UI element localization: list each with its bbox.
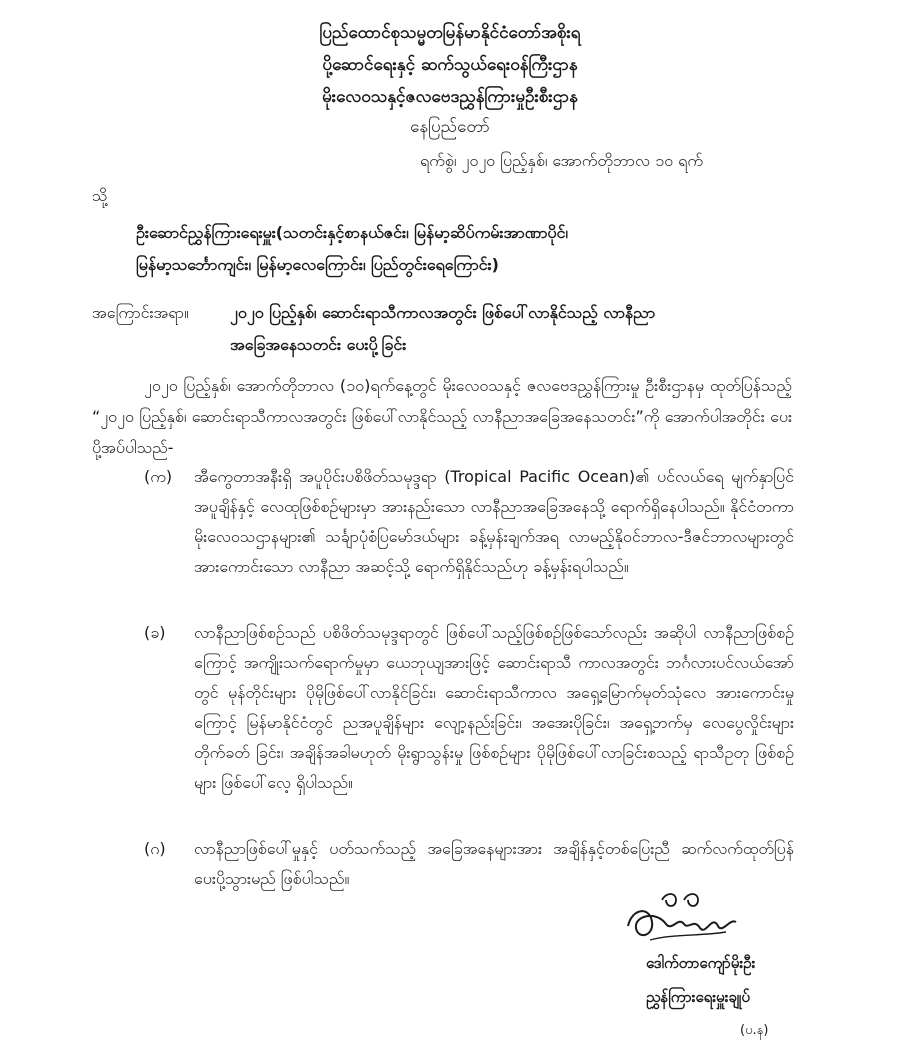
item-number-ga: (ဂ): [144, 839, 166, 858]
signatory-name: ဒေါက်တာကျော်မိုးဦး: [646, 954, 756, 972]
letter-date: ရက်စွဲ၊ ၂၀၂၀ ပြည့်နှစ်၊ အောက်တိုဘာလ ၁၀ ရက်: [420, 151, 703, 170]
intro-paragraph: ၂၀၂၀ ပြည့်နှစ်၊ အောက်တိုဘာလ (၁၀)ရက်နေ့တွင် မိုးလေဝသနှင့် ဇလဗေဒညွှန်ကြားမှု ဦးစီးဌာနမှ ထုတ်ပြန်သည့် “၂၀၂၀ ပြည့်နှစ်၊ ဆောင်းရာသီကာလအတွင်း ဖြစ်ပေါ်လာနိုင်သည့် လာနီညာအခြေအနေသတင်း”ကို အောက်ပါအတိုင်း ပေးပို့အပ်ပါသည်-: [92, 376, 792, 457]
item-text-ga: လာနီညာဖြစ်ပေါ်မှုနှင့် ပတ်သက်သည့် အခြေအနေများအား အချိန်နှင့်တစ်ပြေးညီ ဆက်လက်ထုတ်ပြန် ပေးပို့သွားမည် ဖြစ်ပါသည်။: [194, 839, 794, 888]
addressee-line-2: မြန်မာ့သင်္ဘောကျင်း၊ မြန်မာ့လေကြောင်း၊ ပြည်တွင်းရေကြောင်း): [136, 255, 499, 274]
header-government: ပြည်ထောင်စုသမ္မတမြန်မာနိုင်ငံတော်အစိုးရ: [319, 23, 581, 43]
header-city: နေပြည်တော်: [410, 117, 490, 137]
addressee-line-1: ဦးဆောင်ညွှန်ကြားရေးမှူး(သတင်းနှင့်စာနယ်ဇင်း၊ မြန်မာ့ဆိပ်ကမ်းအာဏာပိုင်၊: [136, 223, 568, 242]
header-department: မိုးလေဝသနှင့်ဇလဗေဒညွှန်ကြားမှုဦးစီးဌာန: [322, 87, 578, 107]
item-number-kha: (ခ): [144, 623, 166, 642]
handwritten-signature: [622, 888, 742, 948]
subject-label: အကြောင်းအရာ။: [92, 303, 189, 322]
item-text-kha: လာနီညာဖြစ်စဉ်သည် ပစိဖိတ်သမုဒ္ဒရာတွင် ဖြစ်ပေါ်သည့်ဖြစ်စဉ်ဖြစ်သော်လည်း အဆိုပါ လာနီညာဖြစ်စဉ်ကြောင့် အကျိုးသက်ရောက်မှုမှာ ယေဘုယျအားဖြင့် ဆောင်းရာသီ ကာလအတွင်း ဘင်္ဂလားပင်လယ်အော်တွင် မုန်တိုင်းများ ပိုမိုဖြစ်ပေါ်လာနိုင်ခြင်း၊ ဆောင်းရာသီကာလ အရှေ့မြောက်မုတ်သုံလေ အားကောင်းမှုကြောင့် မြန်မာနိုင်ငံတွင် ညအပူချိန်များ လျော့နည်းခြင်း၊ အအေးပိုခြင်း၊ အရှေ့ဘက်မှ လေပွေလှိုင်းများ တိုက်ခတ် ခြင်း၊ အချိန်အခါမဟုတ် မိုးရွာသွန်းမှု ဖြစ်စဉ်များ ပိုမိုဖြစ်ပေါ်လာခြင်းစသည့် ရာသီဥတု ဖြစ်စဉ်များ ဖြစ်ပေါ်လေ့ ရှိပါသည်။: [194, 623, 794, 792]
signatory-title: ညွှန်ကြားရေးမှူးချုပ်: [646, 988, 750, 1006]
header-ministry: ပို့ဆောင်ရေးနှင့် ဆက်သွယ်ရေးဝန်ကြီးဌာန: [322, 55, 578, 75]
subject-line-2: အခြေအနေသတင်း ပေးပို့ခြင်း: [230, 335, 407, 354]
item-number-ka: (က): [144, 467, 173, 486]
subject-line-1: ၂၀၂၀ ပြည့်နှစ်၊ ဆောင်းရာသီကာလအတွင်း ဖြစ်ပေါ်လာနိုင်သည့် လာနီညာ: [230, 303, 656, 322]
signatory-reference: (ပ.န): [740, 1023, 769, 1038]
item-text-ka: အီကွေတာအနီးရှိ အပူပိုင်းပစိဖိတ်သမုဒ္ဒရာ (Tropical Pacific Ocean)၏ ပင်လယ်ရေ မျက်နှာပြင် အပူချိန်နှင့် လေထုဖြစ်စဉ်များမှာ အားနည်းသော လာနီညာအခြေအနေသို့ ရောက်ရှိနေပါသည်။ နိုင်ငံတကာ မိုးလေဝသဌာနများ၏ သင်္ချာပုံစံပြမော်ဒယ်များ ခန့်မှန်းချက်အရ လာမည့်နိုဝင်ဘာလ-ဒီဇင်ဘာလများတွင် အားကောင်းသော လာနီညာ အဆင့်သို့ ရောက်ရှိနိုင်သည်ဟု ခန့်မှန်းရပါသည်။: [194, 467, 794, 576]
to-label: သို့: [92, 186, 108, 205]
